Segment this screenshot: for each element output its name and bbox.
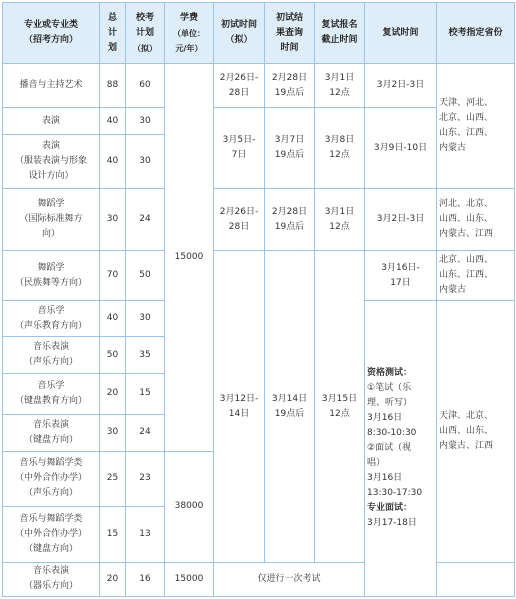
prelim-time-g4: 3月12日- 14日: [214, 251, 265, 563]
major-cell: 音乐学 （声乐教育方向）: [3, 301, 100, 337]
major-cell: 音乐学 （键盘教育方向）: [3, 373, 100, 414]
header-school-plan: [126, 3, 165, 64]
total-cell: 30: [100, 189, 126, 251]
table-row: [3, 189, 515, 251]
major-cell: 音乐表演 （器乐方向）: [3, 562, 100, 596]
total-cell: 40: [100, 108, 126, 135]
header-prelim-time: 初试时间 （拟）: [214, 3, 265, 64]
total-cell: 30: [100, 414, 126, 451]
major-cell: 音乐与舞蹈学类 （中外合作办学） （声乐方向）: [3, 451, 100, 506]
total-cell: 50: [100, 337, 126, 373]
retest-deadline-g1: 3月1日 12点: [315, 64, 365, 108]
major-cell: 音乐与舞蹈学类 （中外合作办学） （键盘方向）: [3, 506, 100, 562]
retest-time-g3: 3月2日-3日: [365, 189, 437, 251]
header-provinces: 校考指定省份: [437, 3, 515, 64]
school-plan-cell: 16: [126, 562, 165, 596]
prelim-result-g3: 2月28日 19点后: [265, 189, 315, 251]
header-school-plan-label: 校考 计划: [135, 12, 154, 38]
school-plan-cell: 23: [126, 451, 165, 506]
retest-deadline-g3: 3月1日 12点: [315, 189, 365, 251]
major-cell: 舞蹈学 （民族舞等方向）: [3, 251, 100, 301]
major-cell: 音乐表演 （键盘方向）: [3, 414, 100, 451]
major-cell: 音乐表演 （声乐方向）: [3, 337, 100, 373]
major-cell: 播音与主持艺术: [3, 64, 100, 108]
total-cell: 15: [100, 506, 126, 562]
retest-time-music: [365, 301, 437, 597]
provinces-g1: 天津、河北、 北京、山西、 山东、江西、 内蒙古: [437, 64, 515, 189]
school-plan-cell: 24: [126, 189, 165, 251]
total-cell: 88: [100, 64, 126, 108]
total-cell: 70: [100, 251, 126, 301]
fee-cell-instrument: 15000: [165, 562, 214, 596]
provinces-g4: 天津、北京、 山西、山东、 内蒙古、江西: [437, 301, 515, 562]
school-plan-cell: 24: [126, 414, 165, 451]
retest-time-g2: 3月9日-10日: [365, 108, 437, 189]
header-retest-time: 复试时间: [365, 3, 437, 64]
school-plan-cell: 30: [126, 301, 165, 337]
header-major: 专业或专业类 （招考方向）: [3, 3, 100, 64]
prelim-result-g1: 2月28日 19点后: [265, 64, 315, 108]
retest-deadline-g2: 3月8日 12点: [315, 108, 365, 189]
major-interview-title: 专业面试：: [367, 503, 413, 514]
school-plan-cell: 30: [126, 108, 165, 135]
qualification-test-details: ①笔试（乐 理、听写） 3月16日 8:30-10:30 ②面试（视 唱） 3月16日 13:30-17:30: [367, 383, 423, 499]
retest-deadline-g4: 3月15日 12点: [315, 251, 365, 563]
empty-cell: [437, 562, 515, 596]
total-cell: 25: [100, 451, 126, 506]
major-cell: 舞蹈学 （国际标准舞方 向）: [3, 189, 100, 251]
school-plan-cell: 30: [126, 135, 165, 189]
header-row: [3, 3, 515, 64]
prelim-result-g4: 3月14日 19点后: [265, 251, 315, 563]
header-fee-unit: （单位： 元/年）: [173, 28, 205, 53]
major-interview-date: 3月17-18日: [367, 518, 417, 529]
single-exam-note: 仅进行一次考试: [214, 562, 365, 596]
retest-time-g1: 3月2日-3日: [365, 64, 437, 108]
provinces-g2: 河北、北京、 山西、山东、 内蒙古、江西: [437, 189, 515, 251]
major-cell: 表演: [3, 108, 100, 135]
total-cell: 40: [100, 135, 126, 189]
school-plan-cell: 60: [126, 64, 165, 108]
prelim-time-g1: 2月26日- 28日: [214, 64, 265, 108]
school-plan-cell: 50: [126, 251, 165, 301]
prelim-time-g2: 3月5日- 7日: [214, 108, 265, 189]
qualification-test-title: 资格测试：: [367, 368, 413, 379]
header-prelim-result: 初试结 果查询 时间: [265, 3, 315, 64]
major-cell: 表演 （服装表演与形象 设计方向）: [3, 135, 100, 189]
admission-schedule-table: [2, 2, 515, 597]
school-plan-cell: 13: [126, 506, 165, 562]
table-row: [3, 251, 515, 301]
total-cell: 20: [100, 373, 126, 414]
header-retest-deadline: 复试报名 截止时间: [315, 3, 365, 64]
prelim-time-g3: 2月26日- 28日: [214, 189, 265, 251]
total-cell: 20: [100, 562, 126, 596]
retest-time-g4: 3月16日- 17日: [365, 251, 437, 301]
total-cell: 40: [100, 301, 126, 337]
fee-cell-coop: 38000: [165, 451, 214, 562]
prelim-result-g2: 3月7日 19点后: [265, 108, 315, 189]
fee-cell-main: 15000: [165, 64, 214, 452]
school-plan-cell: 35: [126, 337, 165, 373]
header-fee: [165, 3, 214, 64]
table-row: [3, 64, 515, 108]
header-total-plan: 总 计 划: [100, 3, 126, 64]
table-row: [3, 562, 515, 596]
header-fee-label: 学费: [179, 12, 198, 23]
school-plan-cell: 15: [126, 373, 165, 414]
header-school-plan-note: （拟）: [133, 43, 157, 53]
provinces-g3: 北京、山西、 山东、江西、 内蒙古: [437, 251, 515, 301]
